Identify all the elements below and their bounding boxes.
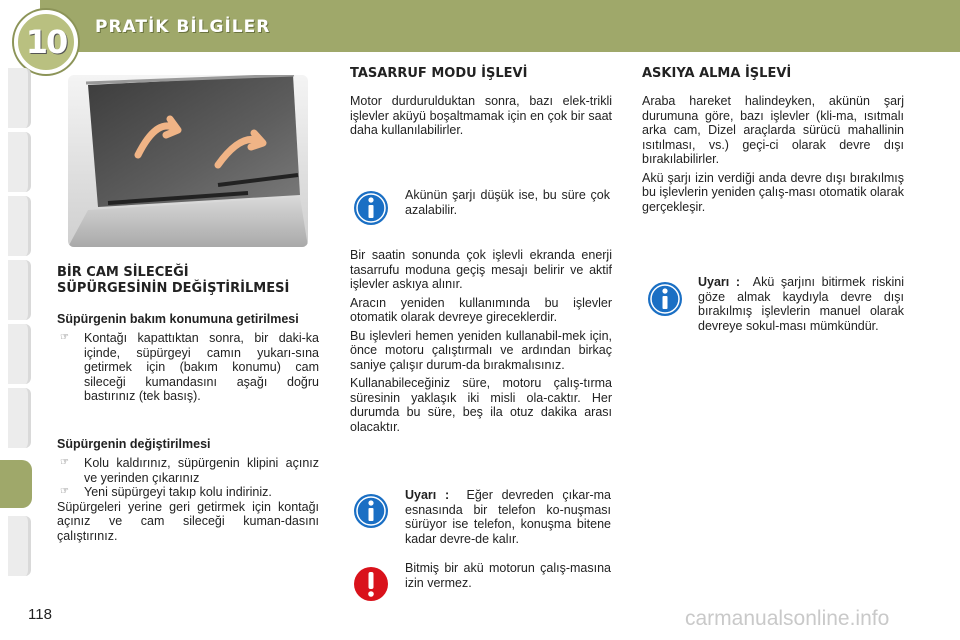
chapter-number: 10 — [25, 23, 67, 61]
bullet-icon: ☞ — [60, 457, 69, 468]
section-title: ASKIYA ALMA İŞLEVİ — [642, 66, 792, 81]
list-item: ☞ Kolu kaldırınız, süpürgenin klipini açınız ve yerinden çıkarınız — [57, 456, 319, 485]
warning-label: Uyarı : — [405, 488, 450, 502]
left-column — [57, 265, 322, 297]
paragraph: Bir saatin sonunda çok işlevli ekranda enerji tasarrufu moduna geçiş mesajı belirir ve aktif işlevler askıya alınır. — [350, 248, 612, 291]
chapter-tab[interactable] — [8, 388, 31, 448]
chapter-tab-strip — [0, 60, 34, 580]
chapter-tab[interactable] — [8, 132, 31, 192]
replace-heading: Süpürgenin değiştirilmesi — [57, 437, 211, 451]
paragraph: Akü şarjı izin verdiği anda devre dışı bırakılmış bu işlevlerin yeniden çalış-ması otomatik olarak gerçekleşir. — [642, 170, 904, 214]
middle-body — [350, 248, 612, 434]
section-title: SÜPÜRGESİNİN DEĞİŞTİRİLMESİ — [57, 281, 290, 296]
replacement-section — [57, 437, 319, 543]
bullet-icon: ☞ — [60, 332, 69, 343]
maintenance-section — [57, 312, 319, 404]
exclamation-icon — [353, 566, 389, 607]
right-column — [642, 66, 904, 214]
chapter-tab[interactable] — [8, 68, 31, 128]
paragraph: Süpürgeleri yerine geri getirmek için kontağı açınız ve cam sileceği kuman-dasını çalıştırınız. — [57, 499, 319, 543]
chapter-tab[interactable] — [8, 196, 31, 256]
info-icon — [353, 190, 389, 231]
middle-column — [350, 66, 612, 138]
paragraph: Motor durdurulduktan sonra, bazı elek-trikli işlevler aküyü boşaltmamak için en çok bir saat daha kullanılabilirler. — [350, 94, 612, 137]
section-title: BİR CAM SİLECEĞİ — [57, 265, 189, 280]
info-note: Akünün şarjı düşük ise, bu süre çok azalabilir. — [405, 188, 610, 217]
page-number: 118 — [28, 606, 52, 623]
chapter-tab[interactable] — [8, 516, 31, 576]
bullet-icon: ☞ — [60, 486, 69, 497]
list-item: ☞ Kontağı kapattıktan sonra, bir daki-ka içinde, süpürgeyi camın yukarı-sına getirmek için (bakım konumu) cam sileceği kumandasını aşağı doğru bastırınız (tek basış). — [57, 331, 319, 404]
paragraph: Bu işlevleri hemen yeniden kullanabil-mek için, önce motoru çalıştırmalı ve ardından birkaç saniye çalışır durum-da bırakmalısınız. — [350, 328, 612, 372]
paragraph: Aracın yeniden kullanımında bu işlevler otomatik olarak devreye gireceklerdir. — [350, 295, 612, 324]
paragraph: Kullanabileceğiniz süre, motoru çalış-tırma süresinin yaklaşık iki misli ola-caktır. Her durumda bu süre, beş ila otuz dakika arası olacaktır. — [350, 376, 612, 434]
watermark: carmanualsonline.info — [685, 607, 890, 630]
info-icon — [647, 281, 683, 322]
warning-note: Uyarı : Akü şarjını bitirmek riskini göze almak kaydıyla devre dışı bırakılmış işlevlerin manuel olarak devreye sokul-ması mümkündür. — [698, 275, 904, 333]
chapter-tab[interactable] — [8, 260, 31, 320]
section-title: TASARRUF MODU İŞLEVİ — [350, 66, 528, 81]
maintenance-heading: Süpürgenin bakım konumuna getirilmesi — [57, 312, 299, 326]
warning-label: Uyarı : — [698, 275, 741, 289]
page-title: PRATİK BİLGİLER — [95, 17, 271, 37]
chapter-tab[interactable] — [8, 324, 31, 384]
warning-note: Uyarı : Eğer devreden çıkar-ma esnasında bir telefon ko-nuşması sürüyor ise telefon, konuşma bitene kadar devre-de kalır. — [405, 488, 612, 546]
windshield-wiper-photo — [68, 75, 308, 247]
list-item: ☞ Yeni süpürgeyi takıp kolu indiriniz. — [57, 485, 319, 500]
info-icon — [353, 493, 389, 534]
alert-note: Bitmiş bir akü motorun çalış-masına izin vermez. — [405, 561, 611, 590]
chapter-tab-active[interactable] — [0, 460, 32, 508]
paragraph: Araba hareket halindeyken, akünün şarj durumuna göre, bazı işlevler (kli-ma, ısıtmalı arka cam, Dizel araçlarda sürücü mahallinin ısıtılması, vs.) geçi-ci olarak devre dışı bırakılabilirler. — [642, 94, 904, 166]
